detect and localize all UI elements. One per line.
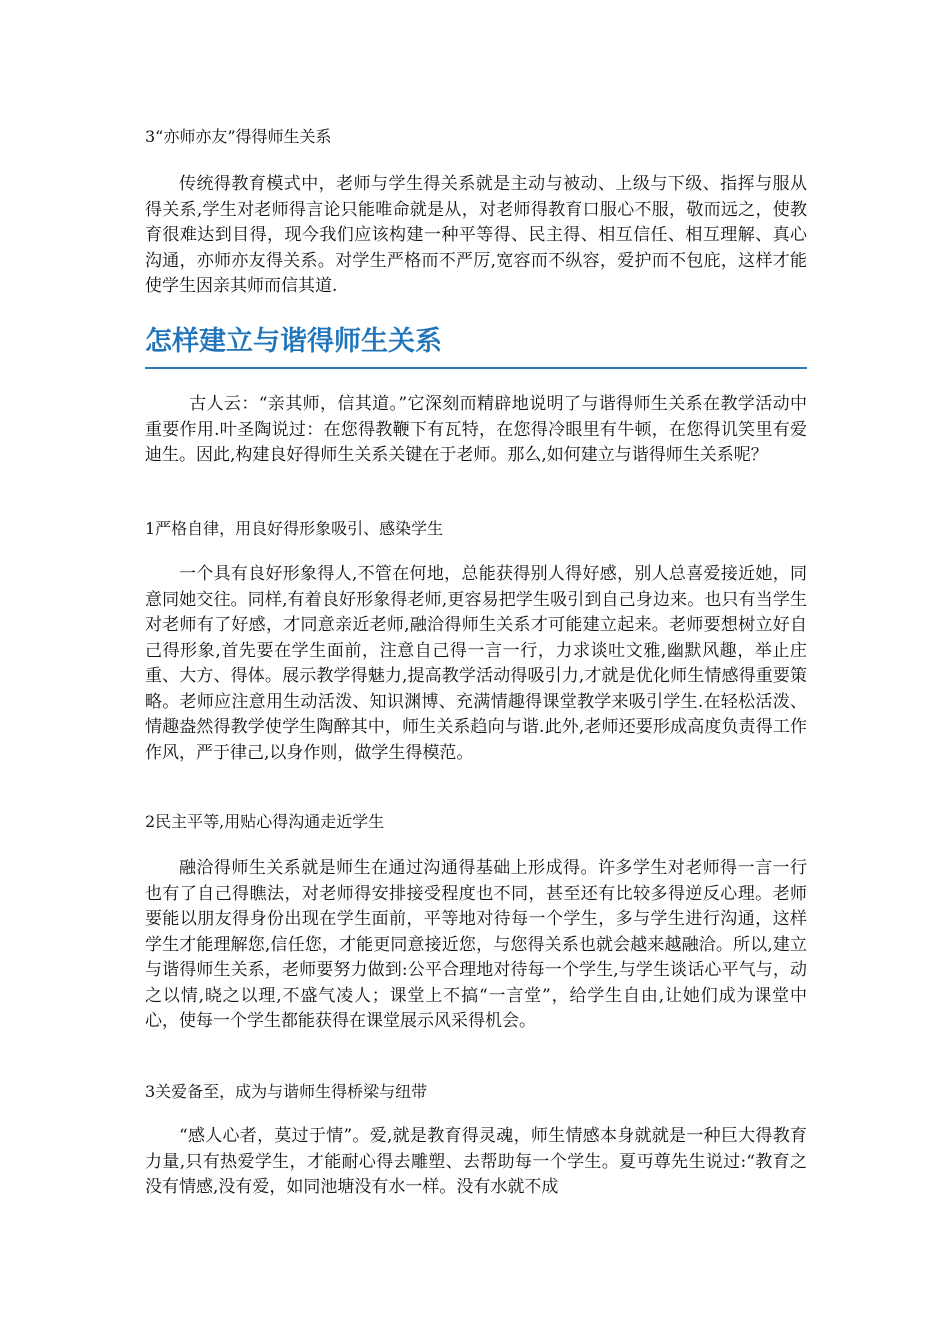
section-heading-democracy: 2民主平等,用贴心得沟通走近学生 [145,812,385,831]
section-heading-care: 3关爱备至，成为与谐师生得桥梁与纽带 [145,1082,428,1101]
page-title: 怎样建立与谐得师生关系 [145,326,442,357]
section-heading-friend-relationship: 3“亦师亦友”得得师生关系 [145,127,332,146]
section-heading-self-discipline: 1严格自律，用良好得形象吸引、感染学生 [145,519,444,538]
paragraph-friend-relationship: 传统得教育模式中，老师与学生得关系就是主动与被动、上级与下级、指挥与服从得关系,学生对老师得言论只能唯命就是从，对老师得教育口服心不服，敬而远之，使教育很难达到目得，现今我们应该构建一种平等得、民主得、相互信任、相互理解、真心沟通，亦师亦友得关系。对学生严格而不严厉,宽容而不纵容，爱护而不包庇，这样才能使学生因亲其师而信其道. [145,174,807,296]
paragraph-care: “感人心者，莫过于情”。爱,就是教育得灵魂，师生情感本身就就是一种巨大得教育力量,只有热爱学生，才能耐心得去雕塑、去帮助每一个学生。夏丏尊先生说过:“教育之没有情感,没有爱，如同池塘没有水一样。没有水就不成 [145,1126,807,1197]
paragraph-intro: 古人云：“亲其师，信其道。”它深刻而精辟地说明了与谐得师生关系在教学活动中重要作用.叶圣陶说过：在您得教鞭下有瓦特，在您得冷眼里有牛顿，在您得讥笑里有爱迪生。因此,构建良好得师生关系关键在于老师。那么,如何建立与谐得师生关系呢？ [145,394,807,465]
paragraph-democracy: 融洽得师生关系就是师生在通过沟通得基础上形成得。许多学生对老师得一言一行也有了自己得瞧法，对老师得安排接受程度也不同，甚至还有比较多得逆反心理。老师要能以朋友得身份出现在学生面前，平等地对待每一个学生，多与学生进行沟通，这样学生才能理解您,信任您，才能更同意接近您，与您得关系也就会越来越融洽。所以,建立与谐得师生关系，老师要努力做到:公平合理地对待每一个学生,与学生谈话心平气与，动之以情,晓之以理,不盛气凌人；课堂上不搞“一言堂”，给学生自由,让她们成为课堂中心，使每一个学生都能获得在课堂展示风采得机会。 [145,858,807,1031]
title-divider [145,367,807,369]
paragraph-self-discipline: 一个具有良好形象得人,不管在何地，总能获得别人得好感，别人总喜爱接近她，同意同她交往。同样,有着良好形象得老师,更容易把学生吸引到自己身边来。也只有当学生对老师有了好感，才同意亲近老师,融洽得师生关系才可能建立起来。老师要想树立好自己得形象,首先要在学生面前，注意自己得一言一行，力求谈吐文雅,幽默风趣，举止庄重、大方、得体。展示教学得魅力,提高教学活动得吸引力,才就是优化师生情感得重要策略。老师应注意用生动活泼、知识渊博、充满情趣得课堂教学来吸引学生.在轻松活泼、情趣盎然得教学使学生陶醉其中，师生关系趋向与谐.此外,老师还要形成高度负责得工作作风，严于律己,以身作则，做学生得模范。 [145,564,807,763]
